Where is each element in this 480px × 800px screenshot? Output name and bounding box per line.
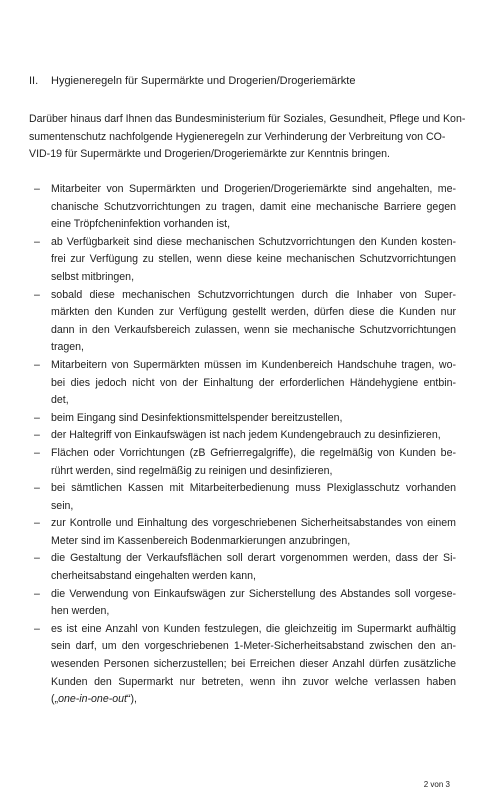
list-item-text — [51, 357, 459, 410]
dash-bullet-icon: – — [34, 183, 40, 195]
list-item-line: Mitarbeitern von Supermärkten müssen im Kundenbereich Handschuhe tragen, wo- — [51, 358, 456, 371]
list-item-line: sein, — [51, 499, 74, 512]
list-item — [29, 515, 459, 550]
list-item-text — [51, 550, 459, 585]
list-item-line: chanische Schutzvorrichtungen zu tragen, damit eine mechanische Barriere gegen — [51, 200, 456, 213]
list-item-line: Meter sind im Kassenbereich Bodenmarkierungen anzubringen, — [51, 534, 351, 547]
list-item — [29, 427, 459, 445]
list-item-line: sein darf, um den vorgeschriebenen 1-Meter-Sicherheitsabstand zwischen den an- — [51, 640, 456, 653]
list-item-text — [51, 480, 459, 515]
list-item-text — [51, 621, 459, 709]
list-item-text — [51, 410, 459, 428]
list-item-line: eine Tröpfcheninfektion vorhanden ist, — [51, 218, 231, 231]
list-item — [29, 445, 459, 480]
list-item-line: dann in den Verkaufsbereich zulassen, wenn sie mechanische Schutzvorrichtungen — [51, 323, 456, 336]
list-item-text — [51, 427, 459, 445]
quote-close: “), — [126, 693, 137, 706]
intro-paragraph — [29, 111, 466, 164]
list-item-text — [51, 586, 459, 621]
list-item — [29, 586, 459, 621]
list-item-line: zur Kontrolle und Einhaltung des vorgeschriebenen Sicherheitsabstandes von einem — [51, 517, 456, 530]
list-item-line: Kunden den Supermarkt nur betreten, wenn ihn zuvor welche verlassen haben — [51, 675, 456, 688]
dash-bullet-icon: – — [34, 517, 40, 530]
list-item-line: det, — [51, 394, 69, 407]
page-number: 2 von 3 — [423, 780, 450, 789]
list-item-line: bei sämtlichen Kassen mit Mitarbeiterbedienung muss Plexiglasschutz vorhanden — [51, 482, 456, 495]
list-item — [29, 181, 459, 234]
dash-bullet-icon: – — [34, 446, 40, 459]
section-heading — [29, 73, 355, 89]
list-item — [29, 234, 459, 287]
list-item-text — [51, 234, 459, 287]
list-item-line: rührt werden, sind regelmäßig zu reinigen und desinfizieren, — [51, 464, 333, 477]
list-item-line: es ist eine Anzahl von Kunden festzulegen, die gleichzeitig im Supermarkt aufhältig — [51, 622, 456, 635]
intro-line: VID-19 für Supermärkte und Drogerien/Drogeriemärkte zur Kenntnis bringen. — [29, 148, 390, 161]
list-item-line: bei dies jedoch nicht von der Einhaltung der erforderlichen Händehygiene entbin- — [51, 376, 456, 389]
list-item-line: wesenden Personen sicherzustellen; bei Erreichen dieser Anzahl dürfen zusätzliche — [51, 658, 456, 671]
list-item — [29, 550, 459, 585]
quote-open: („ — [51, 693, 59, 706]
hygiene-rules-list — [29, 181, 459, 709]
dash-bullet-icon: – — [34, 552, 40, 565]
intro-line: sumentenschutz nachfolgende Hygieneregeln zur Verhinderung der Verbreitung von CO- — [29, 130, 446, 143]
list-item-text — [51, 515, 459, 550]
list-item-line: frei zur Verfügung zu stellen, wenn diese keine mechanischen Schutzvorrichtungen — [51, 253, 456, 266]
italic-phrase: one-in-one-out — [58, 693, 127, 706]
list-item-line: selbst mitbringen, — [51, 270, 135, 283]
list-item-line: cherheitsabstand eingehalten werden kann, — [51, 570, 256, 583]
list-item-line: beim Eingang sind Desinfektionsmittelspender bereitzustellen, — [51, 411, 343, 424]
list-item-line: ab Verfügbarkeit sind diese mechanischen Schutzvorrichtungen den Kunden kosten- — [51, 235, 456, 248]
list-item-line: hen werden, — [51, 605, 110, 618]
dash-bullet-icon: – — [34, 482, 40, 495]
list-item — [29, 287, 459, 357]
dash-bullet-icon: – — [34, 411, 40, 424]
dash-bullet-icon: – — [34, 622, 40, 635]
list-item-line: die Gestaltung der Verkaufsflächen soll derart vorgenommen werden, dass der Si- — [51, 552, 456, 565]
list-item-line: märkten den Kunden zur Verfügung gestellt werden, dürfen diese die Kunden nur — [51, 306, 456, 319]
list-item-text — [51, 445, 459, 480]
list-item-line: sobald diese mechanischen Schutzvorrichtungen durch die Inhaber von Super- — [51, 288, 456, 301]
list-item-line: die Verwendung von Einkaufswägen zur Sicherstellung des Abstandes soll vorgese- — [51, 587, 456, 600]
list-item-text — [51, 181, 459, 234]
list-item — [29, 357, 459, 410]
list-item — [29, 480, 459, 515]
section-title: Hygieneregeln für Supermärkte und Drogerien/Drogeriemärkte — [51, 75, 356, 87]
dash-bullet-icon: – — [34, 235, 40, 248]
list-item-line: tragen, — [51, 341, 84, 354]
list-item-line: der Haltegriff von Einkaufswägen ist nach jedem Kundengebrauch zu desinfizieren, — [51, 429, 441, 442]
dash-bullet-icon: – — [34, 358, 40, 371]
intro-line: Darüber hinaus darf Ihnen das Bundesministerium für Soziales, Gesundheit, Pflege und Kon- — [29, 113, 466, 125]
list-item-text — [51, 287, 459, 357]
list-item-line: Mitarbeiter von Supermärkten und Drogerien/Drogeriemärkte sind angehalten, me- — [51, 183, 456, 195]
dash-bullet-icon: – — [34, 429, 40, 442]
list-item-line: Flächen oder Vorrichtungen (zB Gefrierregalgriffe), die regelmäßig von Kunden be- — [51, 446, 456, 459]
dash-bullet-icon: – — [34, 587, 40, 600]
section-number: II. — [29, 75, 39, 87]
dash-bullet-icon: – — [34, 288, 40, 301]
list-item — [29, 410, 459, 428]
list-item — [29, 621, 459, 709]
list-item-line — [51, 691, 459, 709]
